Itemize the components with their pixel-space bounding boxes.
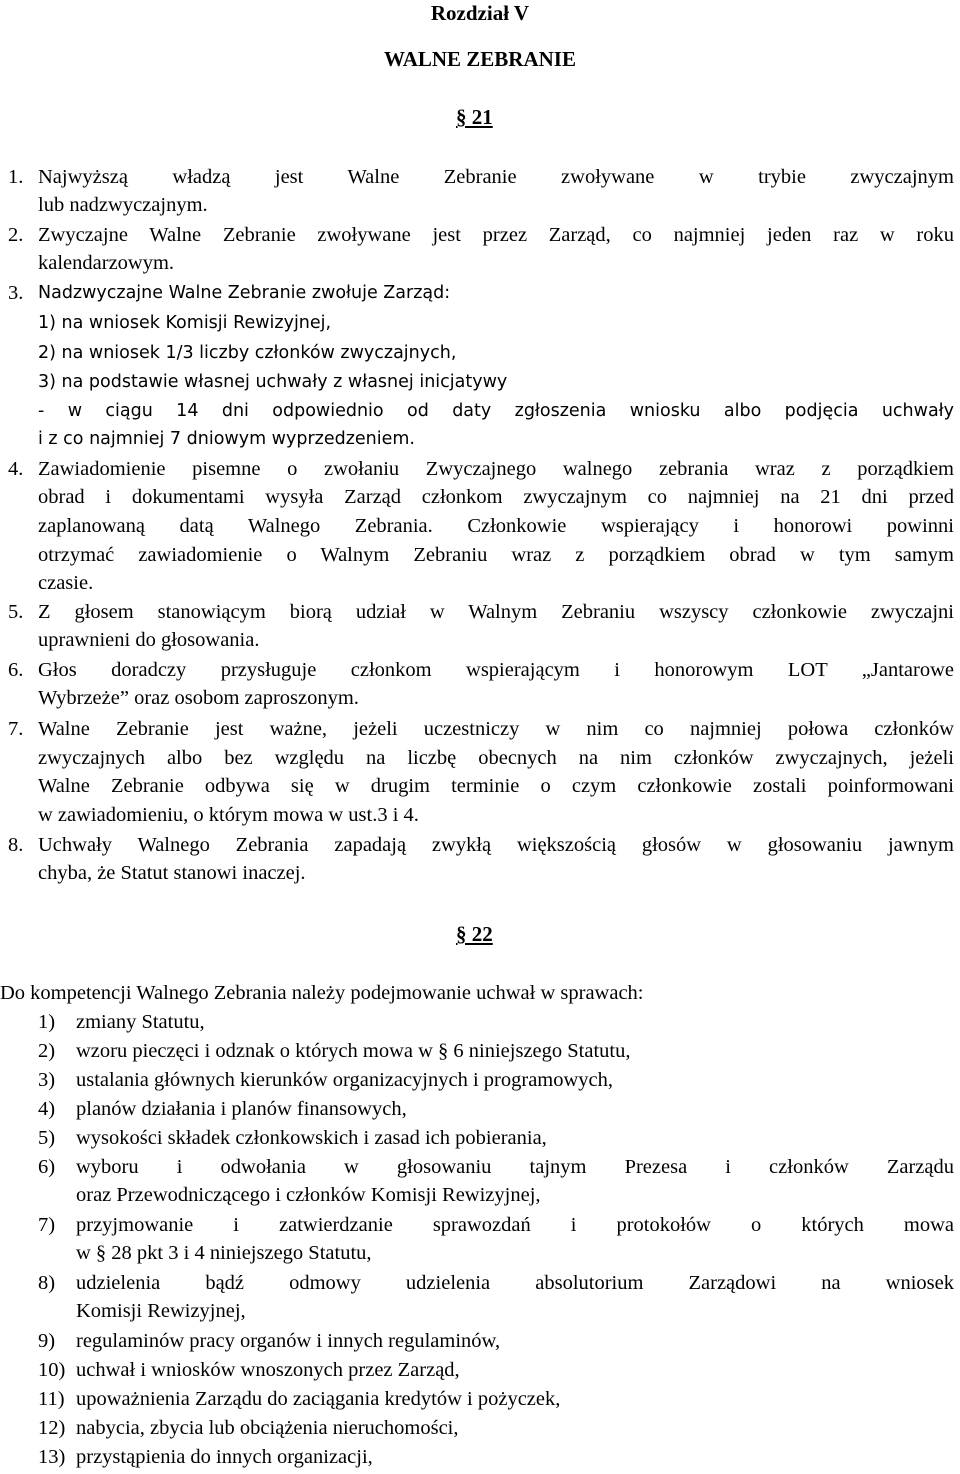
item-text-line: w zawiadomieniu, o którym mowa w ust.3 i 4. (38, 804, 419, 826)
list-number: 13) (38, 1446, 66, 1468)
item-text-line: Nadzwyczajne Walne Zebranie zwołuje Zarząd: (38, 283, 451, 303)
item-text-line: 2) na wniosek 1/3 liczby członków zwyczajnych, (38, 343, 457, 363)
item-text-line: chyba, że Statut stanowi inaczej. (38, 862, 306, 884)
item-text-line: lub nadzwyczajnym. (38, 194, 208, 216)
item-text-line: czasie. (38, 572, 94, 594)
item-text-line: zaplanowaną datą Walnego Zebrania. Członkowie wspierający i honorowi powinni (38, 515, 954, 537)
list-item: upoważnienia Zarządu do zaciągania kredytów i pożyczek, (76, 1388, 561, 1410)
item-text-line: uprawnieni do głosowania. (38, 629, 260, 651)
list-item: wzoru pieczęci i odznak o których mowa w § 6 niniejszego Statutu, (76, 1040, 631, 1062)
list-item: ustalania głównych kierunków organizacyjnych i programowych, (76, 1069, 614, 1091)
list-item: przystąpienia do innych organizacji, (76, 1446, 373, 1468)
section-22-intro: Do kompetencji Walnego Zebrania należy podejmowanie uchwał w sprawach: (0, 982, 644, 1004)
item-text-line: kalendarzowym. (38, 252, 175, 274)
list-number: 10) (38, 1359, 66, 1381)
list-item: uchwał i wniosków wnoszonych przez Zarząd, (76, 1359, 460, 1381)
item-text-line: Z głosem stanowiącym biorą udział w Walnym Zebraniu wszyscy członkowie zwyczajni (38, 601, 954, 623)
item-text-line: i z co najmniej 7 dniowym wyprzedzeniem. (38, 429, 415, 449)
list-item-continuation: w § 28 pkt 3 i 4 niniejszego Statutu, (76, 1242, 372, 1264)
item-number: 3. (8, 282, 24, 304)
item-number: 5. (8, 601, 24, 623)
list-item: zmiany Statutu, (76, 1011, 205, 1033)
item-number: 8. (8, 834, 24, 856)
list-number: 12) (38, 1417, 66, 1439)
item-text-line: zwyczajnych albo bez względu na liczbę obecnych na nim członków zwyczajnych, jeżeli (38, 747, 954, 769)
list-item: planów działania i planów finansowych, (76, 1098, 407, 1120)
item-text-line: 1) na wniosek Komisji Rewizyjnej, (38, 313, 332, 333)
item-number: 7. (8, 718, 24, 740)
list-number: 11) (38, 1388, 65, 1410)
list-number: 3) (38, 1069, 56, 1091)
list-number: 9) (38, 1330, 56, 1352)
item-text-line: obrad i dokumentami wysyła Zarząd członkom zwyczajnym co najmniej na 21 dni przed (38, 486, 954, 508)
list-item-continuation: Komisji Rewizyjnej, (76, 1300, 246, 1322)
list-item: przyjmowanie i zatwierdzanie sprawozdań i protokołów o których mowa (76, 1214, 954, 1236)
chapter-subtitle: WALNE ZEBRANIE (384, 47, 576, 71)
list-item: wysokości składek członkowskich i zasad ich pobierania, (76, 1127, 547, 1149)
item-number: 1. (8, 166, 24, 188)
item-number: 6. (8, 659, 24, 681)
list-item: wyboru i odwołania w głosowaniu tajnym Prezesa i członków Zarządu (76, 1156, 954, 1178)
item-number: 2. (8, 224, 24, 246)
list-number: 8) (38, 1272, 56, 1294)
list-number: 4) (38, 1098, 56, 1120)
list-item-continuation: oraz Przewodniczącego i członków Komisji Rewizyjnej, (76, 1184, 541, 1206)
list-item: udzielenia bądź odmowy udzielenia absolutorium Zarządowi na wniosek (76, 1272, 954, 1294)
list-item: nabycia, zbycia lub obciążenia nieruchomości, (76, 1417, 459, 1439)
list-number: 7) (38, 1214, 56, 1236)
item-text-line: Najwyższą władzą jest Walne Zebranie zwoływane w trybie zwyczajnym (38, 166, 954, 188)
item-text-line: otrzymać zawiadomienie o Walnym Zebraniu wraz z porządkiem obrad w tym samym (38, 544, 954, 566)
section-21-mark: § 21 (456, 105, 493, 129)
item-text-line: Głos doradczy przysługuje członkom wspierającym i honorowym LOT „Jantarowe (38, 659, 954, 681)
item-text-line: Zwyczajne Walne Zebranie zwoływane jest przez Zarząd, co najmniej jeden raz w roku (38, 224, 954, 246)
item-text-line: Wybrzeże” oraz osobom zaproszonym. (38, 687, 359, 709)
chapter-title: Rozdział V (430, 1, 530, 25)
list-number: 6) (38, 1156, 56, 1178)
list-number: 5) (38, 1127, 56, 1149)
list-number: 2) (38, 1040, 56, 1062)
section-22-mark: § 22 (456, 922, 493, 946)
item-text-line: Walne Zebranie jest ważne, jeżeli uczestniczy w nim co najmniej połowa członków (38, 718, 954, 740)
list-item: regulaminów pracy organów i innych regulaminów, (76, 1330, 501, 1352)
item-text-line: Uchwały Walnego Zebrania zapadają zwykłą większością głosów w głosowaniu jawnym (38, 834, 954, 856)
item-text-line: - w ciągu 14 dni odpowiednio od daty zgłoszenia wniosku albo podjęcia uchwały (38, 401, 954, 421)
item-text-line: Zawiadomienie pisemne o zwołaniu Zwyczajnego walnego zebrania wraz z porządkiem (38, 458, 954, 480)
item-text-line: 3) na podstawie własnej uchwały z własnej inicjatywy (38, 372, 508, 392)
list-number: 1) (38, 1011, 56, 1033)
item-text-line: Walne Zebranie odbywa się w drugim terminie o czym członkowie zostali poinformowani (38, 775, 954, 797)
item-number: 4. (8, 458, 24, 480)
